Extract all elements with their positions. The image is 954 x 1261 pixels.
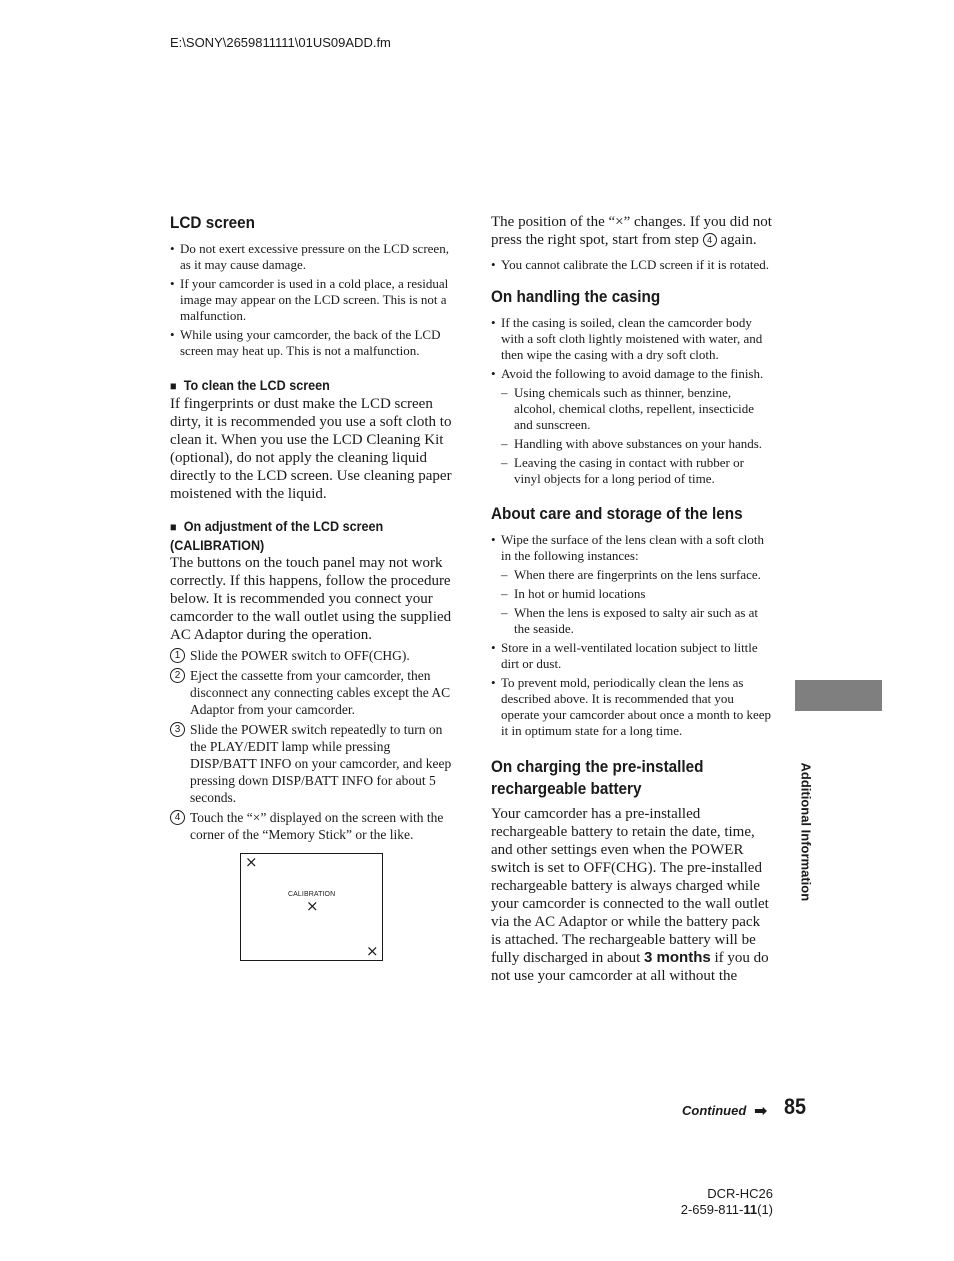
list-item: • If the casing is soiled, clean the camcorder body with a soft cloth lightly moistened with water, and then wipe the casing with a dry soft cloth.: [491, 315, 773, 363]
list-item: • Wipe the surface of the lens clean with a soft cloth in the following instances: – When there are fingerprints on the lens surface. – In hot or humid locations – When the lens is exposed to salty air such as at the seaside.: [491, 532, 773, 637]
lens-bullets: [491, 532, 773, 739]
lcd-screen-bullets: [170, 241, 452, 359]
calibration-body: The buttons on the touch panel may not work correctly. If this happens, follow the procedure below. It is recommended you connect your camcorder to the wall outlet using the supplied AC Adaptor during the operation.: [170, 555, 452, 643]
arrow-right-icon: ➡: [754, 1101, 768, 1120]
list-item: • Store in a well-ventilated location subject to little dirt or dust.: [491, 640, 773, 672]
calibration-heading-line2: (CALIBRATION): [170, 537, 265, 553]
casing-dash-list: [501, 385, 773, 487]
list-item: • You cannot calibrate the LCD screen if it is rotated.: [491, 257, 773, 273]
battery-body: Your camcorder has a pre-installed rechargeable battery to retain the date, time, and other settings even when the POWER switch is set to OFF(CHG). The pre-installed rechargeable battery is always charged while your camcorder is connected to the wall outlet via the AC Adaptor or while the battery pack is attached. The rechargeable battery will be fully discharged in about 3 months if you do not use your camcorder at all without the: [491, 806, 769, 984]
list-item: • Do not exert excessive pressure on the LCD screen, as it may cause damage.: [170, 241, 452, 273]
list-item: – Handling with above substances on your hands.: [501, 436, 773, 452]
step-number-icon: 4: [703, 233, 717, 247]
part-number: 2-659-811-11(1): [680, 1202, 773, 1217]
cross-mark-icon: ×: [366, 942, 379, 960]
side-tab-label: Additional Information: [798, 762, 814, 902]
list-item: • Avoid the following to avoid damage to the finish. – Using chemicals such as thinner, benzine, alcohol, chemical cloths, repellent, insecticide and sunscreen. – Handling with above substances on your hands. – Leaving the casing in contact with rubber or vinyl objects for a long period of time.: [491, 366, 773, 487]
list-item: • To prevent mold, periodically clean the lens as described above. It is recommended that you operate your camcorder about once a month to keep it in optimum state for a long time.: [491, 675, 773, 739]
side-tab-marker: [795, 680, 882, 711]
step-number-icon: 1: [170, 648, 185, 663]
model-number: DCR-HC26: [707, 1186, 773, 1201]
step-item: 1 Slide the POWER switch to OFF(CHG).: [170, 647, 452, 664]
cross-mark-icon: ×: [245, 853, 258, 871]
position-changes-text: The position of the “×” changes. If you did not press the right spot, start from step 4 again.: [491, 214, 772, 248]
battery-heading-line2: rechargeable battery: [491, 779, 642, 798]
step-item: 3 Slide the POWER switch repeatedly to turn on the PLAY/EDIT lamp while pressing DISP/BATT INFO on your camcorder, and keep pressing down DISP/BATT INFO for about 5 seconds.: [170, 721, 452, 806]
lcd-screen-heading: LCD screen: [170, 213, 256, 232]
list-item: – When the lens is exposed to salty air such as at the seaside.: [501, 605, 773, 637]
lens-dash-list: [501, 567, 773, 637]
calibration-heading: ■ On adjustment of the LCD screen: [170, 518, 384, 534]
step-number-icon: 3: [170, 722, 185, 737]
page-number: 85: [784, 1094, 807, 1119]
right-column: [491, 212, 773, 985]
emphasis-text: 3 months: [644, 949, 711, 966]
battery-heading: On charging the pre-installed: [491, 757, 704, 776]
list-item: – In hot or humid locations: [501, 586, 773, 602]
clean-lcd-heading: ■ To clean the LCD screen: [170, 377, 330, 393]
continued-label: Continued: [682, 1103, 747, 1118]
list-item: • If your camcorder is used in a cold place, a residual image may appear on the LCD screen. This is not a malfunction.: [170, 276, 452, 324]
lens-heading: About care and storage of the lens: [491, 504, 743, 523]
list-item: – Using chemicals such as thinner, benzine, alcohol, chemical cloths, repellent, insecticide and sunscreen.: [501, 385, 773, 433]
list-item: – When there are fingerprints on the lens surface.: [501, 567, 773, 583]
clean-lcd-body: If fingerprints or dust make the LCD screen dirty, it is recommended you use a soft cloth to clean it. When you use the LCD Cleaning Kit (optional), do not apply the cleaning liquid directly to the LCD screen. Use cleaning paper moistened with the liquid.: [170, 396, 452, 502]
left-column: [170, 212, 452, 961]
file-path: E:\SONY\2659811111\01US09ADD.fm: [170, 35, 391, 50]
step-item: 2 Eject the cassette from your camcorder, then disconnect any connecting cables except the AC Adaptor from your camcorder.: [170, 667, 452, 718]
step-number-icon: 4: [170, 810, 185, 825]
calibration-screen-figure: [240, 853, 383, 961]
cross-mark-icon: ×: [306, 897, 319, 915]
step-number-icon: 2: [170, 668, 185, 683]
square-bullet-icon: ■: [170, 520, 177, 534]
list-item: – Leaving the casing in contact with rubber or vinyl objects for a long period of time.: [501, 455, 773, 487]
list-item: • While using your camcorder, the back of the LCD screen may heat up. This is not a malfunction.: [170, 327, 452, 359]
position-bullets: [491, 257, 773, 273]
casing-heading: On handling the casing: [491, 287, 661, 306]
step-item: 4 Touch the “×” displayed on the screen with the corner of the “Memory Stick” or the like.: [170, 809, 452, 843]
casing-bullets: [491, 315, 773, 487]
calibration-label: CALIBRATION: [288, 891, 336, 898]
calibration-steps: [170, 647, 452, 843]
square-bullet-icon: ■: [170, 379, 177, 393]
